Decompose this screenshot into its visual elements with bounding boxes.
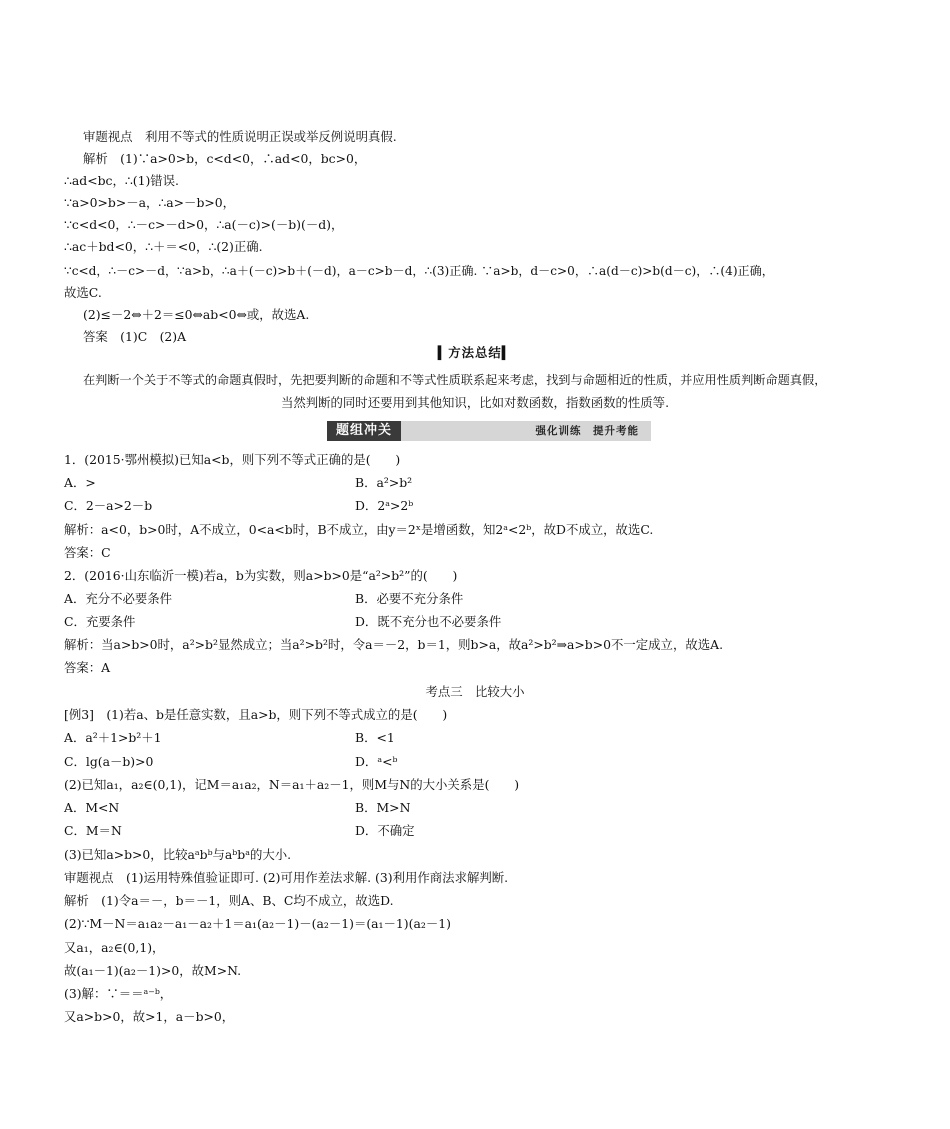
solution-line: ∴ac＋bd<0，∴＋＝<0，∴(2)正确. <box>64 239 263 254</box>
example-3-stem-1: [例3] (1)若a、b是任意实数，且a>b，则下列不等式成立的是( ) <box>64 707 448 722</box>
solution-line: ∵c<d<0，∴－c>－d>0，∴a(－c)>(－b)(－d)， <box>64 217 344 232</box>
question-2-analysis: 解析：当a>b>0时，a²>b²显然成立；当a²>b²时，令a＝－2，b＝1，则b>a，故a²>b²⇒a>b>0不一定成立，故选A. <box>64 637 724 652</box>
review-viewpoint-line: 审题视点 利用不等式的性质说明正误或举反例说明真假. <box>83 129 397 144</box>
example-3-part2-options-cd <box>64 822 914 840</box>
option-c: C．M＝N <box>64 823 122 838</box>
example-3-part1-options-ab <box>64 729 914 747</box>
option-b: B．必要不充分条件 <box>355 591 464 606</box>
option-a: A．> <box>64 475 96 490</box>
question-2-options-ab <box>64 590 914 608</box>
answer-line: 答案 (1)C (2)A <box>83 329 187 344</box>
option-d: D．2ᵃ>2ᵇ <box>355 498 414 513</box>
solution-line: (2)≤－2⇔＋2＝≤0⇔ab<0⇔或，故选A. <box>83 307 310 322</box>
option-b: B．<1 <box>355 730 395 745</box>
option-a: A．M<N <box>64 800 120 815</box>
question-1-options-cd <box>64 497 914 515</box>
section-banner <box>327 421 651 441</box>
question-2-stem: 2．(2016·山东临沂一模)若a，b为实数，则a>b>0是“a²>b²”的( ) <box>64 568 458 583</box>
example-3-stem-2: (2)已知a₁，a₂∈(0,1)，记M＝a₁a₂，N＝a₁＋a₂－1，则M与N的大小关系是( ) <box>64 777 520 792</box>
question-1-answer: 答案：C <box>64 545 111 560</box>
method-summary-text: 当然判断的同时还要用到其他知识，比如对数函数，指数函数的性质等. <box>280 395 670 410</box>
solution-line: ∵c<d，∴－c>－d，∵a>b，∴a＋(－c)>b＋(－d)，a－c>b－d，∴(3)正确. ∵a>b，d－c>0，∴a(d－c)>b(d－c)，∴(4)正确， <box>64 264 774 278</box>
method-summary-heading: ▍方法总结▍ <box>437 345 513 360</box>
option-d: D．不确定 <box>355 823 415 838</box>
example-3-solution: (2)∵M－N＝a₁a₂－a₁－a₂＋1＝a₁(a₂－1)－(a₂－1)＝(a₁－1)(a₂－1) <box>64 916 451 931</box>
section-title: 考点三 比较大小 <box>425 684 525 699</box>
example-3-solution: 又a>b>0，故>1，a－b>0， <box>64 1009 235 1024</box>
method-summary-text: 在判断一个关于不等式的命题真假时，先把要判断的命题和不等式性质联系起来考虑，找到与命题相近的性质，并应用性质判断命题真假， <box>83 373 827 387</box>
option-d: D．ᵃ<ᵇ <box>355 754 398 769</box>
question-2-options-cd <box>64 613 914 631</box>
question-1-analysis: 解析：a<0，b>0时，A不成立，0<a<b时，B不成立，由y＝2ˣ是增函数，知2ᵃ<2ᵇ，故D不成立，故选C. <box>64 522 654 537</box>
example-3-solution: 又a₁，a₂∈(0,1)， <box>64 940 165 955</box>
example-3-solution: (3)解：∵＝＝ᵃ⁻ᵇ， <box>64 986 173 1001</box>
question-2-answer: 答案：A <box>64 660 111 675</box>
solution-line: ∵a>0>b>－a，∴a>－b>0， <box>64 195 236 210</box>
option-b: B．M>N <box>355 800 411 815</box>
banner-subtitle: 强化训练 提升考能 <box>535 425 639 437</box>
question-1-options-ab <box>64 474 914 492</box>
example-3-review-viewpoint: 审题视点 (1)运用特殊值验证即可. (2)可用作差法求解. (3)利用作商法求解判断. <box>64 870 509 885</box>
option-c: C．2－a>2－b <box>64 498 153 513</box>
option-c: C．lg(a－b)>0 <box>64 754 154 769</box>
option-a: A．充分不必要条件 <box>64 591 173 606</box>
example-3-stem-3: (3)已知a>b>0，比较aᵃbᵇ与aᵇbᵃ的大小. <box>64 847 292 862</box>
question-1-stem: 1．(2015·鄂州模拟)已知a<b，则下列不等式正确的是( ) <box>64 452 401 467</box>
option-b: B．a²>b² <box>355 475 413 490</box>
option-d: D．既不充分也不必要条件 <box>355 614 502 629</box>
solution-line: 故选C. <box>64 285 102 300</box>
example-3-part2-options-ab <box>64 799 914 817</box>
solution-line: ∴ad<bc，∴(1)错误. <box>64 173 180 188</box>
analysis-line: 解析 (1)∵a>0>b，c<d<0，∴ad<0，bc>0， <box>83 151 367 166</box>
banner-title: 题组冲关 <box>327 421 401 441</box>
example-3-part1-options-cd <box>64 753 914 771</box>
example-3-solution: 解析 (1)令a＝－，b＝－1，则A、B、C均不成立，故选D. <box>64 893 394 908</box>
option-a: A．a²＋1>b²＋1 <box>64 730 162 745</box>
option-c: C．充要条件 <box>64 614 136 629</box>
example-3-solution: 故(a₁－1)(a₂－1)>0，故M>N. <box>64 963 242 978</box>
